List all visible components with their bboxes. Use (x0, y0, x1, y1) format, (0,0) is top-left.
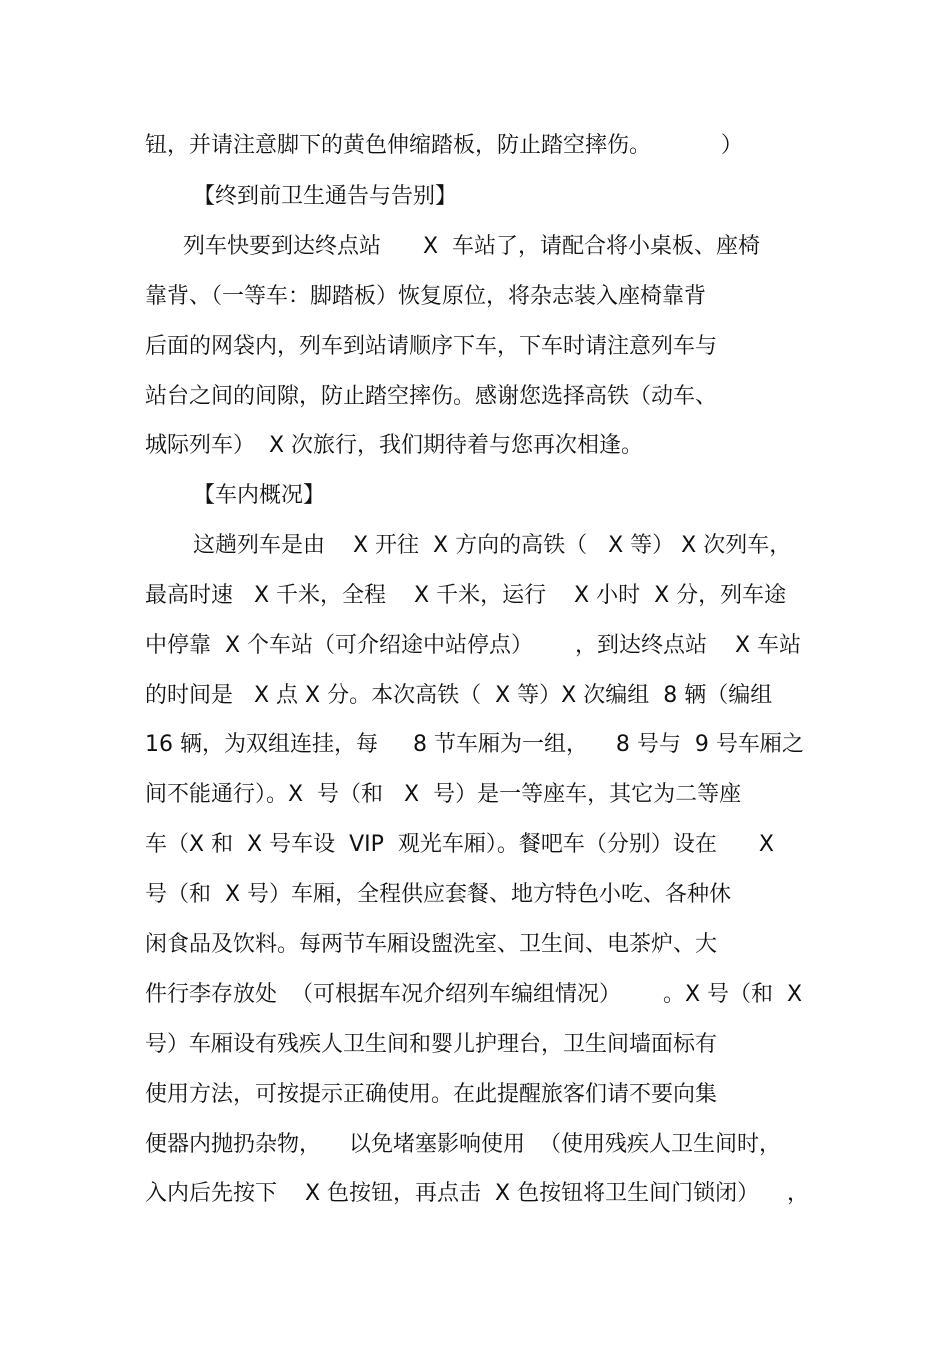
text-line-21: 便器内抛扔杂物， 以免堵塞影响使用 （使用残疾人卫生间时， (145, 1132, 781, 1157)
text-line-5: 后面的网袋内，列车到站请顺序下车，下车时请注意列车与 (145, 334, 718, 359)
section-heading-overview: 【车内概况】 (193, 483, 326, 508)
text-line-11: 中停靠 X 个车站（可介绍途中站停点） ，到达终点站 X 车站 (145, 633, 802, 658)
text-line-18: 件行李存放处 （可根据车况介绍列车编组情况） 。X 号（和 X (145, 982, 803, 1007)
text-line-22: 入内后先按下 X 色按钮，再点击 X 色按钮将卫生间门锁闭） ， (145, 1181, 810, 1206)
text-line-6: 站台之间的间隙，防止踏空摔伤。感谢您选择高铁（动车、 (145, 384, 718, 409)
text-line-16: 号（和 X 号）车厢，全程供应套餐、地方特色小吃、各种休 (145, 882, 732, 907)
text-line-19: 号）车厢设有残疾人卫生间和婴儿护理台，卫生间墙面标有 (145, 1032, 718, 1057)
section-heading-farewell: 【终到前卫生通告与告别】 (193, 184, 458, 209)
text-line-4: 靠背、（一等车：脚踏板）恢复原位，将杂志装入座椅靠背 (145, 284, 707, 309)
text-line-10: 最高时速 X 千米，全程 X 千米，运行 X 小时 X 分，列车途 (145, 583, 787, 608)
text-line-13: 16 辆，为双组连挂，每 8 节车厢为一组， 8 号与 9 号车厢之 (145, 732, 804, 757)
text-line-9: 这趟列车是由 X 开往 X 方向的高铁（ X 等） X 次列车， (193, 533, 792, 558)
text-line-1: 钮，并请注意脚下的黄色伸缩踏板，防止踏空摔伤。 ） (145, 133, 743, 158)
text-line-15: 车（X 和 X 号车设 VIP 观光车厢）。餐吧车（分别）设在 X (145, 832, 774, 857)
text-line-20: 使用方法，可按提示正确使用。在此提醒旅客们请不要向集 (145, 1082, 718, 1107)
text-line-17: 闲食品及饮料。每两节车厢设盥洗室、卫生间、电茶炉、大 (145, 932, 718, 957)
text-line-3: 列车快要到达终点站 X 车站了，请配合将小桌板、座椅 (183, 234, 761, 259)
text-line-12: 的时间是 X 点 X 分。本次高铁（ X 等）X 次编组 8 辆（编组 (145, 683, 773, 708)
text-line-14: 间不能通行）。X 号（和 X 号）是一等座车，其它为二等座 (145, 782, 742, 807)
text-line-7: 城际列车） X 次旅行，我们期待着与您再次相逢。 (145, 433, 644, 458)
